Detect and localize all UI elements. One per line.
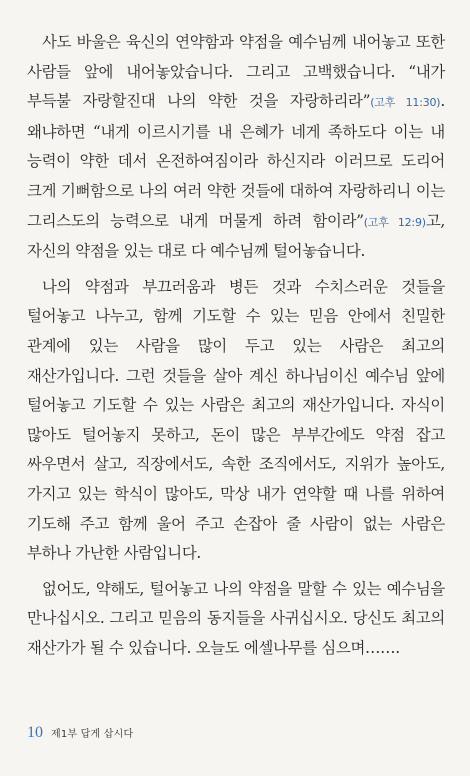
paragraph-2 bbox=[27, 273, 445, 569]
scripture-reference: (고후 11:30) bbox=[370, 96, 441, 110]
page-footer bbox=[27, 724, 133, 742]
paragraph-text: 나의 약점과 부끄러움과 병든 것과 수치스러운 것들을 털어놓고 나누고, 함께 기도할 수 있는 믿음 안에서 친밀한 관계에 있는 사람을 많이 두고 있는 사람은 최고의 재산가입니다. 그런 것들을 살아 계신 하나님이신 예수님 앞에 털어놓고 기도할 수 있는 사람은 최고의 재산가입니다. 자식이 많아도 털어놓지 못하고, 돈이 많은 부부간에도 약점 잡고 싸우면서 살고, 직장에서도, 속한 조직에서도, 지위가 높아도, 가지고 있는 학식이 많아도, 막상 내가 연약할 때 나를 위하여 기도해 주고 함께 울어 주고 손잡아 줄 사람이 없는 사람은 부하나 가난한 사람입니다. bbox=[27, 277, 445, 563]
paragraph-text: 없어도, 약해도, 털어놓고 나의 약점을 말할 수 있는 예수님을 만나십시오. 그리고 믿음의 동지들을 사귀십시오. 당신도 최고의 재산가가 될 수 있습니다. 오늘도 에셀나무를 심으며……. bbox=[27, 579, 445, 657]
chapter-title: 제1부 답게 삽시다 bbox=[51, 729, 134, 740]
page-body bbox=[27, 28, 445, 669]
scripture-reference: (고후 12:9) bbox=[363, 215, 426, 229]
paragraph-text: 고, 자신의 약점을 있는 대로 다 예수님께 털어놓습니다. bbox=[27, 211, 446, 261]
paragraph-text: . 왜냐하면 “내게 이르시기를 내 은혜가 네게 족하도다 이는 내 능력이 약한 데서 온전하여짐이라 하신지라 이러므로 도리어 크게 기뻐함으로 나의 여러 약한 것들에 대하여 자랑하리니 이는 그리스도의 능력으로 내게 머물게 하려 함이라” bbox=[27, 92, 445, 230]
page-number: 10 bbox=[27, 724, 43, 741]
paragraph-1 bbox=[27, 28, 445, 267]
paragraph-text: 사도 바울은 육신의 연약함과 약점을 예수님께 내어놓고 또한 사람들 앞에 내어놓았습니다. 그리고 고백했습니다. “내가 부득불 자랑할진대 나의 약한 것을 자랑하리라” bbox=[27, 33, 445, 111]
paragraph-3 bbox=[27, 575, 445, 664]
